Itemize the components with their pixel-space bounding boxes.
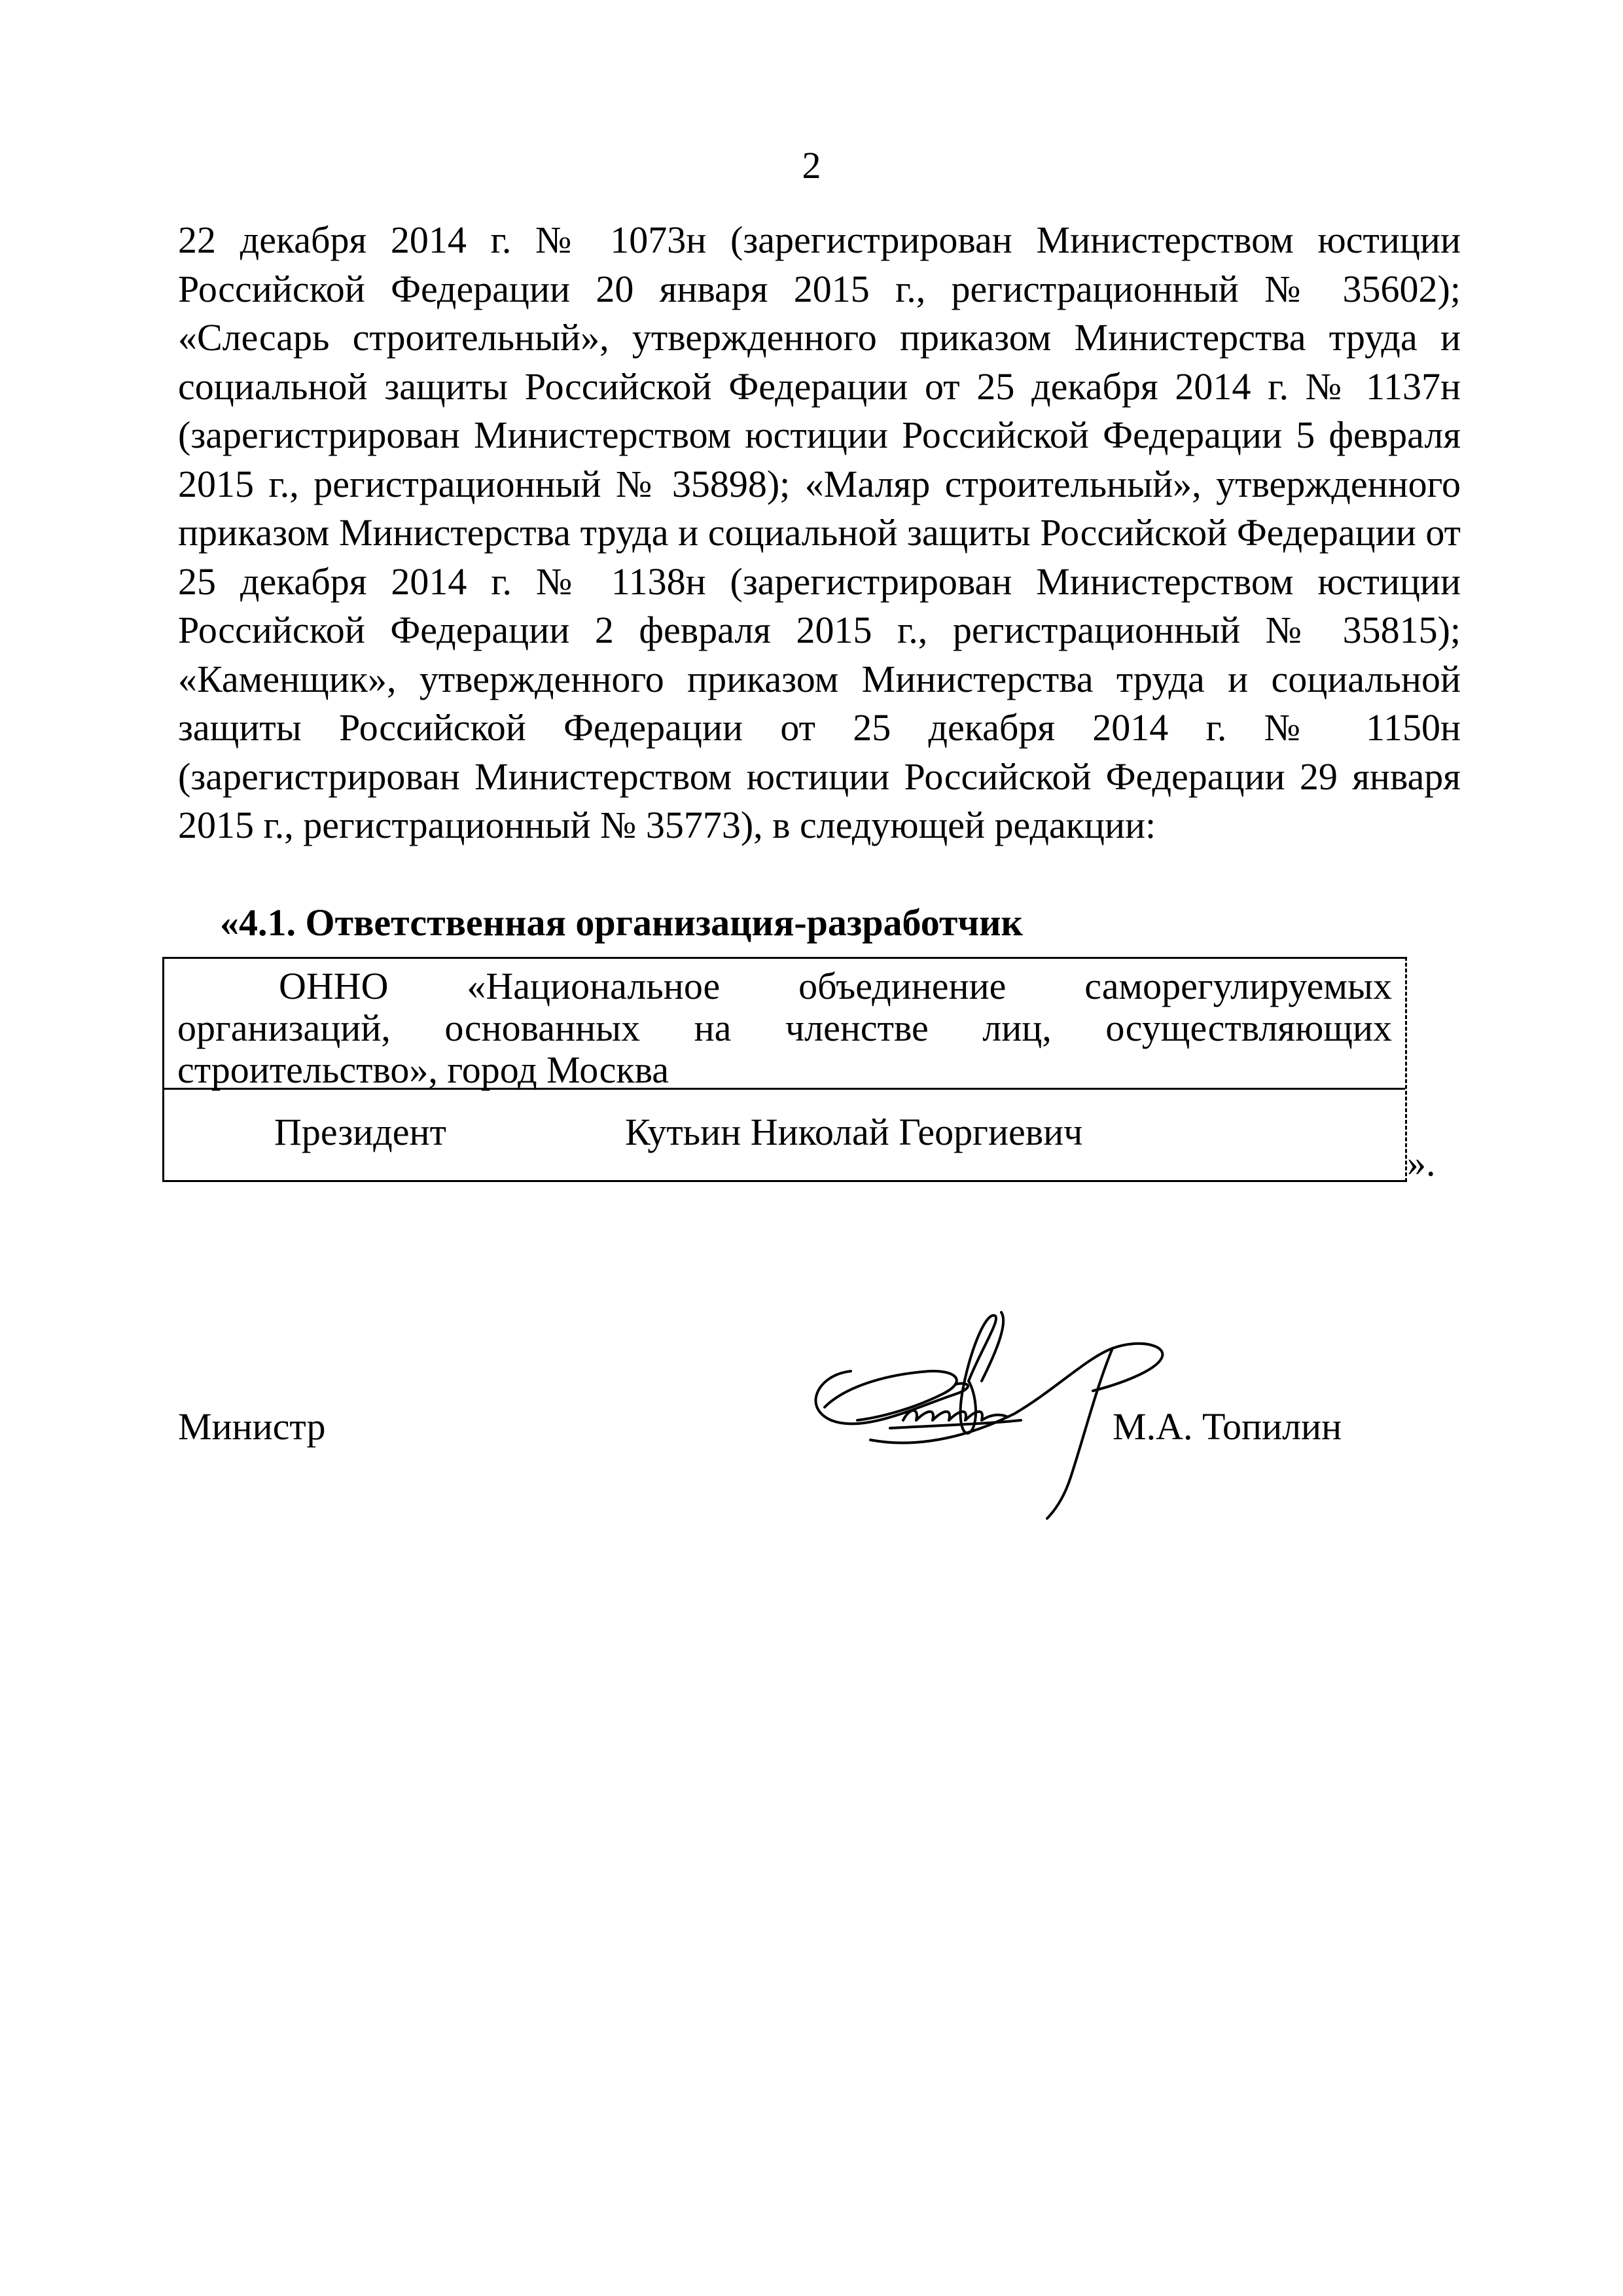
closing-quote: ». bbox=[1407, 1141, 1436, 1184]
organization-head-row bbox=[164, 1090, 1405, 1180]
signature-name: М.А. Топилин bbox=[1113, 1405, 1342, 1448]
body-paragraph: 22 декабря 2014 г. № 1073н (зарегистрирован Министерством юстиции Российской Федерации 20 января 2015 г., регистрационный № 35602); «Слесарь строительный», утвержденного приказом Министерства труда и социальной защиты Российской Федерации от 25 декабря 2014 г. № 1137н (зарегистрирован Министерством юстиции Российской Федерации 5 февраля 2015 г., регистрационный № 35898); «Маляр строительный», утвержденного приказом Министерства труда и социальной защиты Российской Федерации от 25 декабря 2014 г. № 1138н (зарегистрирован Министерством юстиции Российской Федерации 2 февраля 2015 г., регистрационный № 35815); «Каменщик», утвержденного приказом Министерства труда и социальной защиты Российской Федерации от 25 декабря 2014 г. № 1150н (зарегистрирован Министерством юстиции Российской Федерации 29 января 2015 г., регистрационный № 35773), в следующей редакции: bbox=[178, 219, 1461, 846]
section-heading: «4.1. Ответственная организация-разработчик bbox=[220, 901, 1023, 944]
signature-role: Министр bbox=[178, 1405, 326, 1448]
organization-table bbox=[162, 957, 1407, 1182]
page-number: 2 bbox=[802, 144, 821, 187]
organization-head-name: Кутьин Николай Георгиевич bbox=[625, 1111, 1083, 1153]
organization-name-cell: ОННО «Национальное объединение саморегулируемых организаций, основанных на членстве лиц, осуществляющих строительство», город Москва bbox=[164, 959, 1405, 1090]
organization-head-position: Президент bbox=[274, 1111, 446, 1153]
